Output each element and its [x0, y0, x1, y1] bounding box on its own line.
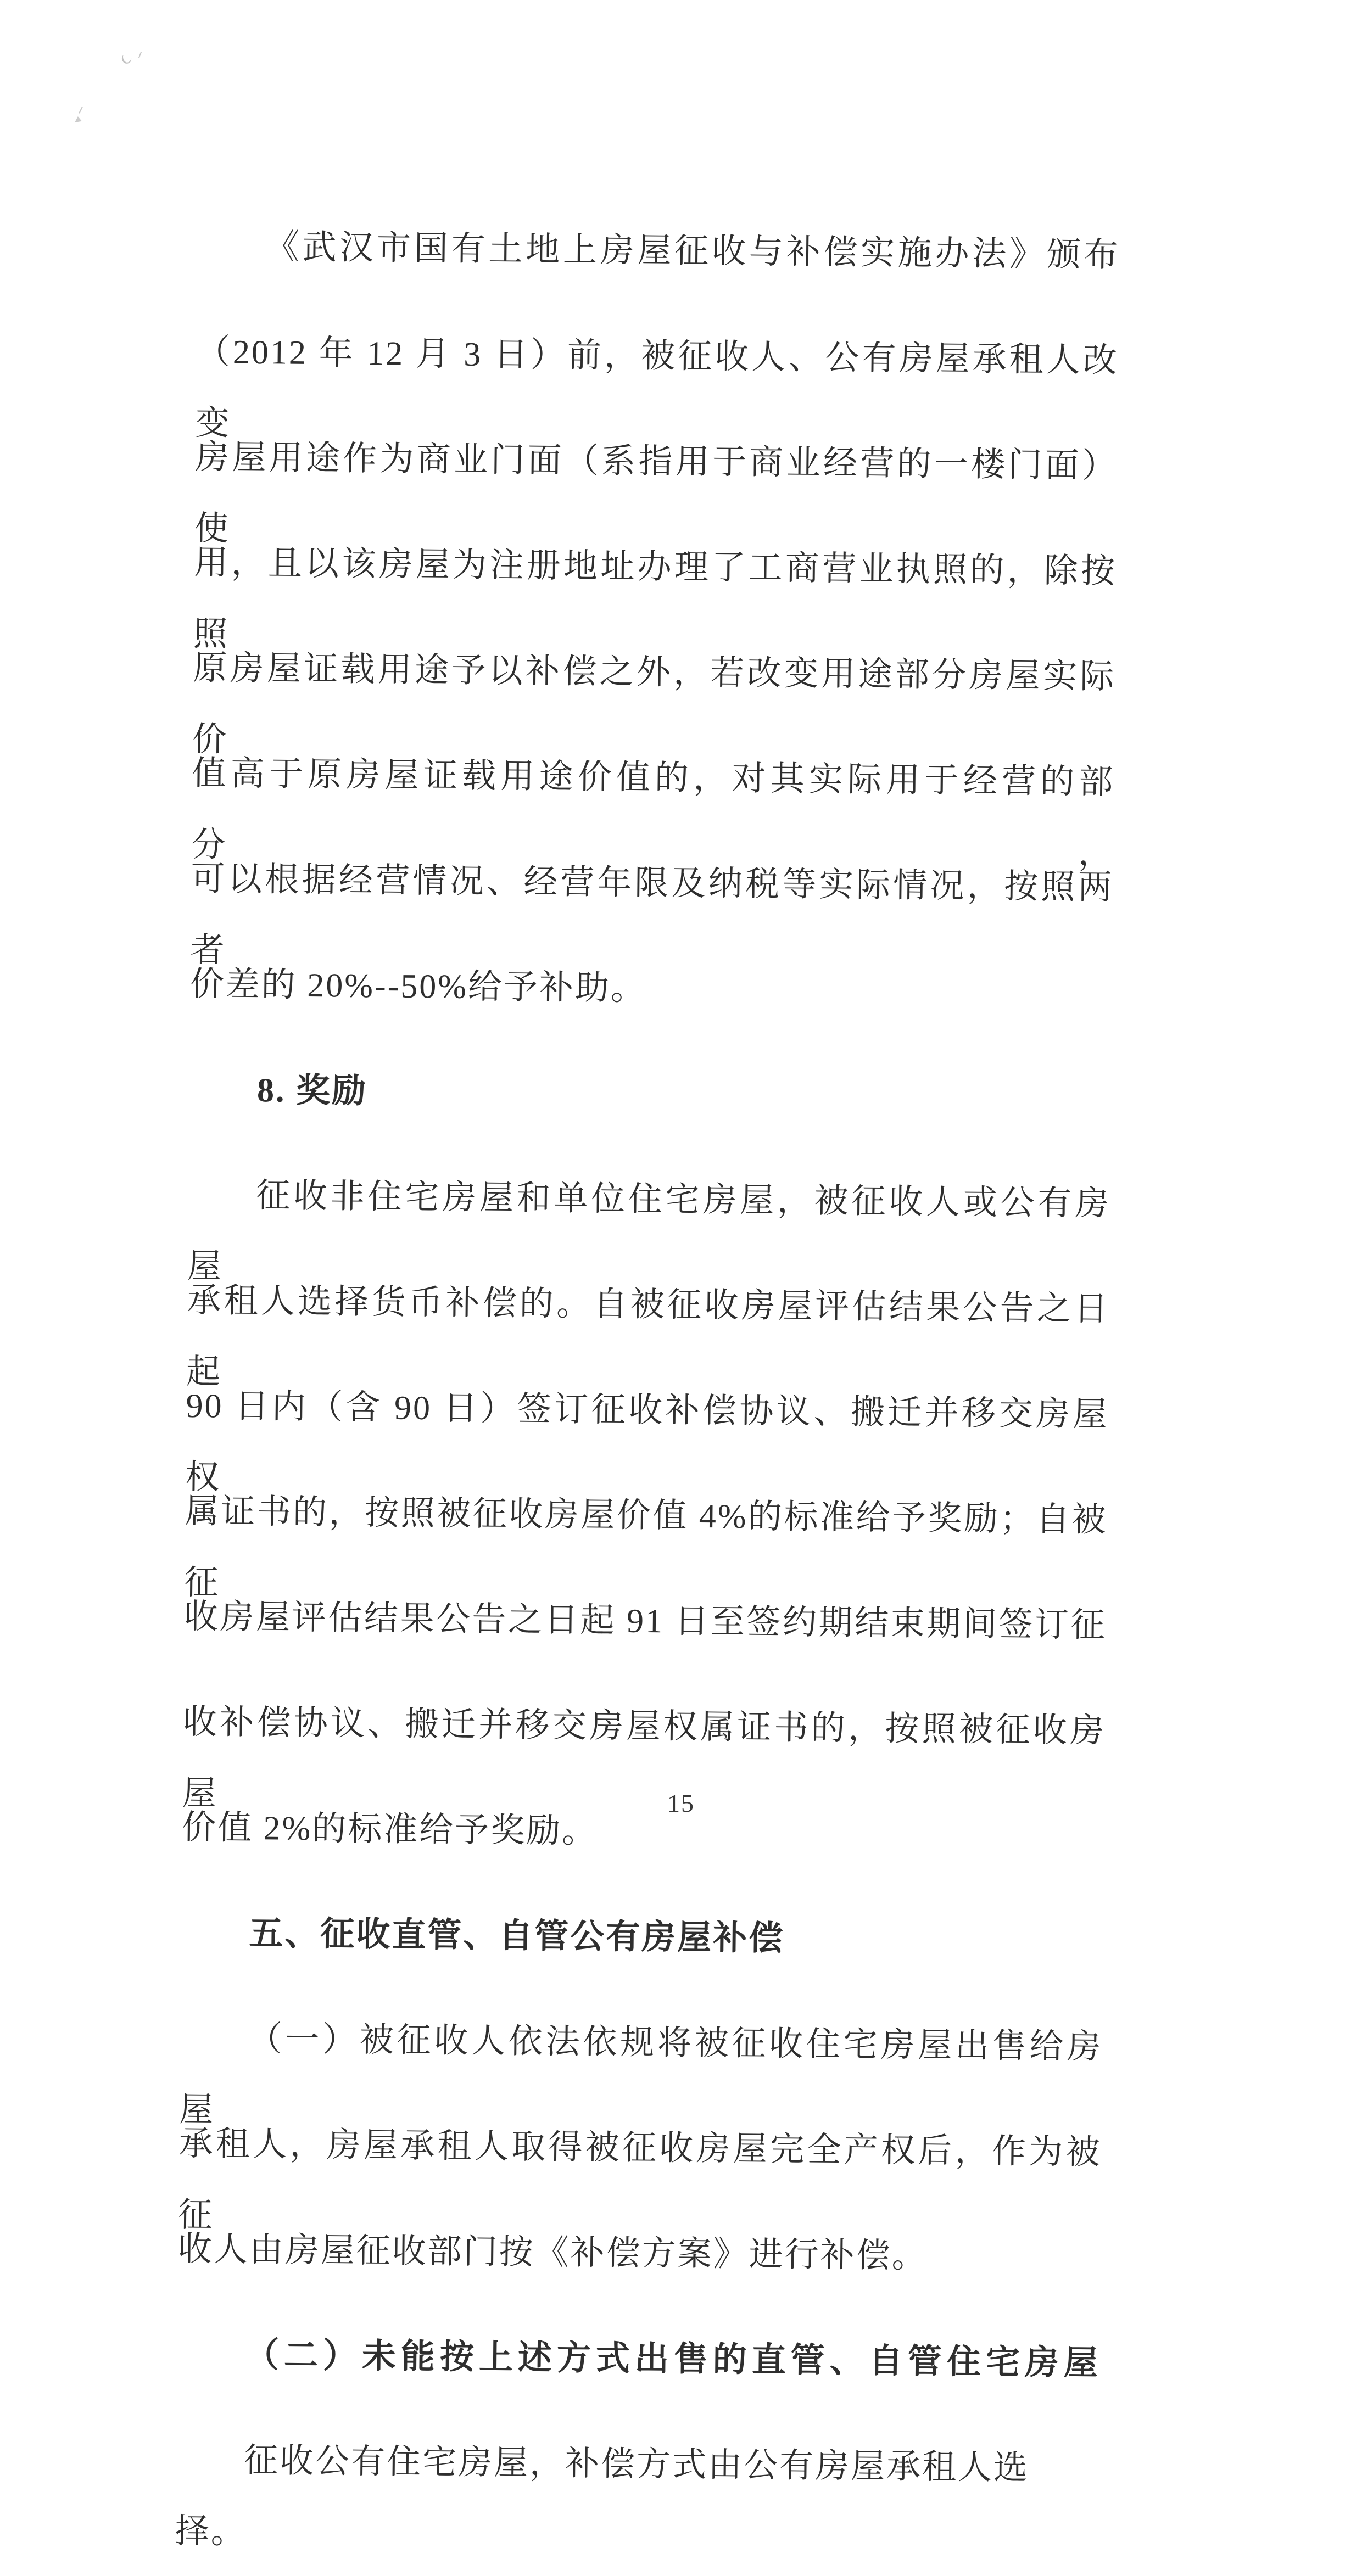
text-line: 用，且以该房屋为注册地址办理了工商营业执照的，除按照 — [193, 544, 1117, 653]
text-line: （一）被征收人依法依规将被征收住宅房屋出售给房屋 — [178, 2020, 1103, 2129]
text-line: 属证书的，按照被征收房屋价值 4%的标准给予奖励；自被征 — [184, 1492, 1108, 1602]
page-number: 15 — [667, 1789, 695, 1817]
text-line: 值高于原房屋证载用途价值的，对其实际用于经营的部分， — [191, 754, 1115, 873]
text-line: 价值 2%的标准给予奖励。 — [181, 1808, 598, 1851]
text-line: 承租人选择货币补偿的。自被征收房屋评估结果公告之日起 — [186, 1281, 1110, 1391]
text-line: 承租人，房屋承租人取得被征收房屋完全产权后，作为被征 — [178, 2125, 1102, 2235]
scan-artifact — [120, 52, 133, 65]
text-line: 《武汉市国有土地上房屋征收与补偿实施办法》颁布 — [265, 228, 1120, 275]
scan-artifact — [75, 116, 82, 122]
subheading-8-reward: 8. 奖励 — [256, 1072, 368, 1111]
text-line: 收补偿协议、搬迁并移交房屋权属证书的，按照被征收房屋 — [182, 1703, 1106, 1813]
text-line: 90 日内（含 90 日）签订征收补偿协议、搬迁并移交房屋权 — [185, 1387, 1109, 1497]
text-line: （2012 年 12 月 3 日）前，被征收人、公有房屋承租人改变 — [195, 333, 1119, 443]
text-line: 收人由房屋征收部门按《补偿方案》进行补偿。 — [177, 2230, 928, 2275]
scan-artifact — [138, 52, 142, 58]
text-line: 可以根据经营情况、经营年限及纳税等实际情况，按照两者 — [190, 860, 1114, 970]
subheading-two: （二）未能按上述方式出售的直管、自管住宅房屋 — [244, 2337, 1100, 2382]
text-line: 房屋用途作为商业门面（系指用于商业经营的一楼门面）使 — [194, 438, 1118, 548]
text-line: 价差的 20%--50%给予补助。 — [189, 965, 647, 1007]
document-body — [175, 177, 1120, 2551]
text-line: 原房屋证载用途予以补偿之外，若改变用途部分房屋实际价 — [192, 649, 1116, 759]
text-line: 征收公有住宅房屋，补偿方式由公有房屋承租人选择。 — [175, 2442, 1030, 2551]
text-line: 征收非住宅房屋和单位住宅房屋，被征收人或公有房屋 — [187, 1177, 1111, 1286]
scan-artifact — [79, 107, 82, 114]
text-line: 收房屋评估结果公告之日起 91 日至签约期结束期间签订征 — [183, 1598, 1107, 1645]
section-heading-five: 五、征收直管、自管公有房屋补偿 — [248, 1915, 785, 1958]
